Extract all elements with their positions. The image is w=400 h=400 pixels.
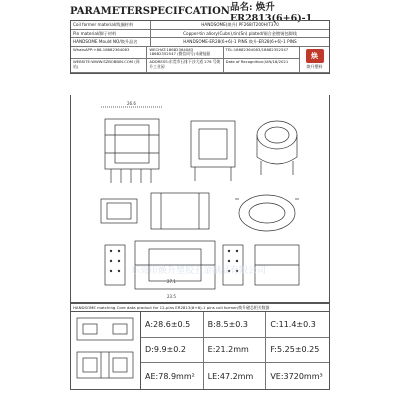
param-d: D:9.9±0.2 <box>141 338 204 364</box>
spec-label: HANDSOME Mould NO/焕升品名 <box>71 38 151 46</box>
spec-row <box>71 21 329 30</box>
watermark-text: 东莞市焕升塑胶五金制品有限公司 <box>131 266 267 276</box>
core-match-caption: HANDSOME matching Core data product for 12-pins ER2813(6+6)-1 pins coil former/焕升磁芯相关数据 <box>70 303 330 312</box>
param-ae: AE:78.9mm² <box>141 363 204 389</box>
param-ve: VE:3720mm³ <box>270 371 323 381</box>
spec-label: Pin material/脚子材料 <box>71 30 151 38</box>
spec-value: HANDSOME-ER28(6+6)-1 PINS 焕升-ER28(6+6)-1 PINS <box>183 39 297 44</box>
parameter-heading: PARAMETER <box>70 5 143 17</box>
dim-top: 26.6 <box>127 101 136 106</box>
param-e: E:21.2mm <box>204 338 267 364</box>
product-name: 品名: 焕升 ER2813(6+6)-1 <box>229 1 313 24</box>
logo-mark: 焕 <box>306 49 324 63</box>
dim-bottom: 23.5 <box>167 294 176 299</box>
address-text: ADDRESS:东莞市石排下沙大道 276 号焕升工业园 <box>147 59 223 72</box>
website-link[interactable]: WEBSITE:WWW.SZBOBBIN.COM (网站) <box>71 59 147 72</box>
core-drawing <box>71 312 141 389</box>
specification-heading: SPECIFCATION <box>142 5 230 17</box>
side-view-outline <box>191 121 235 167</box>
technical-drawing <box>70 95 330 303</box>
header-bar <box>70 1 330 24</box>
param-a: A:28.6±0.5 <box>141 312 204 338</box>
dim-pitch: 27.1 <box>167 279 176 284</box>
param-b: B:8.5±0.3 <box>204 312 267 338</box>
param-f: F:5.25±0.25 <box>266 338 329 364</box>
core-params-grid <box>141 312 329 389</box>
logo-brand: 焕升塑料 <box>306 63 323 69</box>
spec-row <box>71 30 329 39</box>
spec-value: HANDSOME(焕升) PF268/T200H/T370 <box>201 22 279 27</box>
contact-text <box>71 47 299 72</box>
spec-table <box>70 20 330 74</box>
tel-text: TEL:18682364083/18682352547 <box>225 46 289 52</box>
company-logo <box>299 47 329 72</box>
drawing-svg <box>71 95 331 303</box>
param-le: LE:47.2mm <box>204 363 267 389</box>
spec-label: Coil former material/线圈材料 <box>71 21 151 29</box>
date-text: Date of Recognition:JUN/18/2021 <box>225 59 289 64</box>
wechat-text: WECHAT:18682364083 18682352547 (微信同号)未避能驱 <box>147 47 223 59</box>
param-c: C:11.4±0.3 <box>266 312 329 338</box>
spec-row <box>71 38 329 47</box>
spec-value: Copper-tin allory(Cubn),tin(Sn) plated/铜合金镀锡包脚线 <box>183 30 297 36</box>
front-view-outline <box>105 119 159 169</box>
whatsapp-text: WhatsAPP:+86-18682364083 <box>71 47 147 59</box>
contact-block <box>71 47 329 73</box>
core-data-block <box>70 312 330 390</box>
